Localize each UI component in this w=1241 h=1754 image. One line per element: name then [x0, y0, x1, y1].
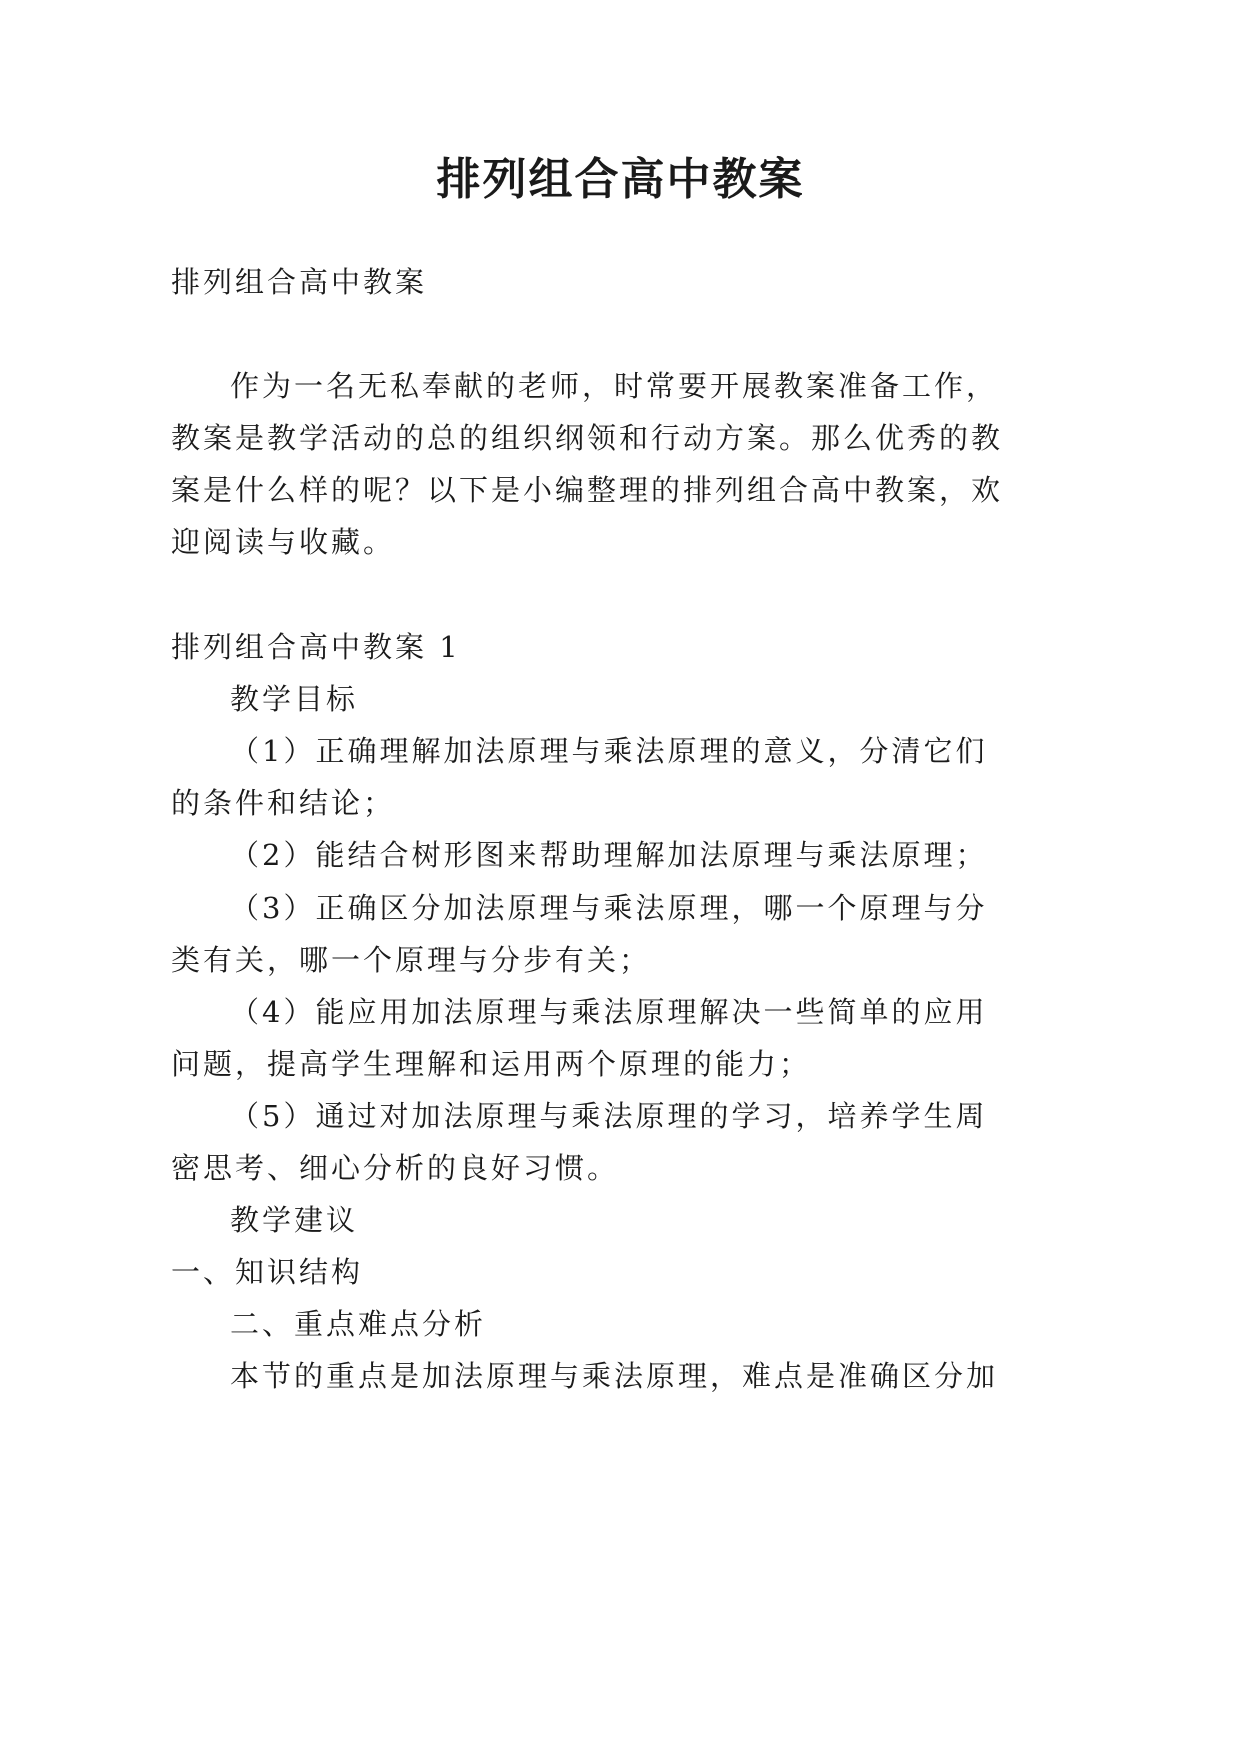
suggestions-label: 教学建议 — [230, 1203, 359, 1237]
key-points-text: 本节的重点是加法原理与乘法原理，难点是准确区分加 — [230, 1359, 999, 1393]
objective-line-1: （1）正确理解加法原理与乘法原理的意义，分清它们 — [230, 734, 988, 768]
objective-line-8: （5）通过对加法原理与乘法原理的学习，培养学生周 — [230, 1099, 988, 1133]
objective-line-5: 类有关，哪一个原理与分步有关； — [171, 943, 652, 977]
document-title: 排列组合高中教案 — [436, 154, 805, 205]
intro-line-2: 教案是教学活动的总的组织纲领和行动方案。那么优秀的教 — [171, 421, 1004, 455]
key-points-heading: 二、重点难点分析 — [230, 1307, 487, 1341]
objective-line-4: （3）正确区分加法原理与乘法原理，哪一个原理与分 — [230, 891, 988, 925]
objective-line-6: （4）能应用加法原理与乘法原理解决一些简单的应用 — [230, 995, 988, 1029]
objective-line-9: 密思考、细心分析的良好习惯。 — [171, 1151, 620, 1185]
objective-line-7: 问题，提高学生理解和运用两个原理的能力； — [171, 1047, 812, 1081]
intro-line-3: 案是什么样的呢？以下是小编整理的排列组合高中教案，欢 — [171, 473, 1004, 507]
objectives-label: 教学目标 — [230, 682, 359, 716]
intro-line-1: 作为一名无私奉献的老师，时常要开展教案准备工作， — [230, 369, 999, 403]
section-heading: 排列组合高中教案 1 — [171, 630, 461, 664]
objective-line-2: 的条件和结论； — [171, 786, 396, 820]
document-subtitle: 排列组合高中教案 — [171, 265, 428, 299]
knowledge-structure-heading: 一、知识结构 — [171, 1255, 364, 1289]
intro-line-4: 迎阅读与收藏。 — [171, 525, 396, 559]
objective-line-3: （2）能结合树形图来帮助理解加法原理与乘法原理； — [230, 838, 988, 872]
